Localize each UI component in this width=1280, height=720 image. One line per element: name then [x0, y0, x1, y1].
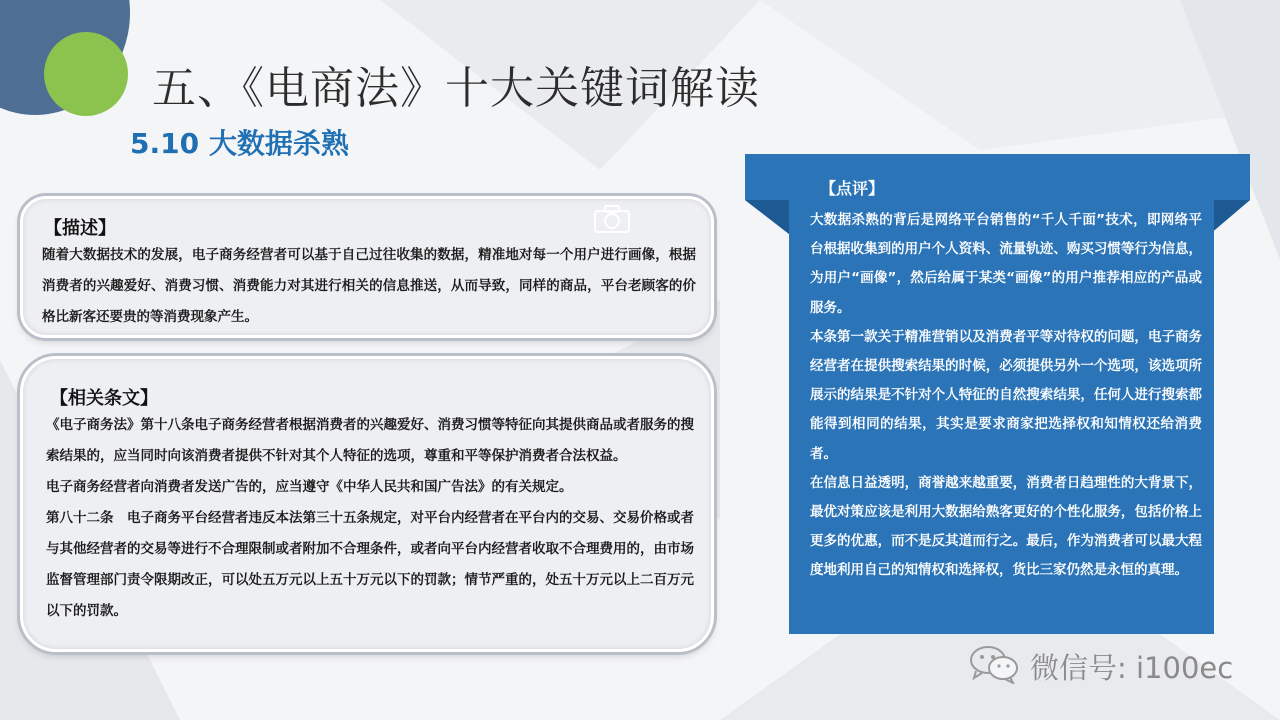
related-law-paragraph: 电子商务经营者向消费者发送广告的，应当遵守《中华人民共和国广告法》的有关规定。 [46, 479, 573, 495]
slide-subtitle: 5.10 大数据杀熟 [130, 127, 349, 160]
review-text [810, 206, 1202, 586]
corner-circle-green [44, 32, 128, 116]
review-paragraph: 大数据杀熟的背后是网络平台销售的“千人千面”技术，即网络平台根据收集到的用户个人资料、流量轨迹、购买习惯等行为信息，为用户“画像”，然后给属于某类“画像”的用户推荐相应的产品或服务。 [810, 212, 1202, 316]
description-heading: 【描述】 [44, 218, 116, 239]
review-paragraph: 本条第一款关于精准营销以及消费者平等对待权的问题，电子商务经营者在提供搜索结果的时候，必须提供另外一个选项，该选项所展示的结果是不针对个人特征的自然搜索结果，任何人进行搜索都能得到相同的结果，其实是要求商家把选择权和知情权还给消费者。 [810, 328, 1202, 462]
wechat-id-text: 微信号: i100ec [1030, 651, 1234, 685]
related-law-heading: 【相关条文】 [50, 388, 158, 409]
review-heading: 【点评】 [820, 179, 885, 198]
related-law-paragraph: 第八十二条 电子商务平台经营者违反本法第三十五条规定，对平台内经营者在平台内的交易、交易价格或者与其他经营者的交易等进行不合理限制或者附加不合理条件，或者向平台内经营者收取不合理费用的，由市场监督管理部门责令限期改正，可以处五万元以上五十万元以下的罚款；情节严重的，处五十万元以上二百万元以下的罚款。 [46, 510, 694, 619]
description-text: 随着大数据技术的发展，电子商务经营者可以基于自己过往收集的数据，精准地对每一个用户进行画像，根据消费者的兴趣爱好、消费习惯、消费能力对其进行相关的信息推送，从而导致，同样的商品，平台老顾客的价格比新客还要贵的等消费现象产生。 [42, 247, 696, 325]
slide-title: 五、《电商法》十大关键词解读 [152, 63, 760, 114]
review-paragraph: 在信息日益透明，商誉越来越重要，消费者日趋理性的大背景下，最优对策应该是利用大数据给熟客更好的个性化服务，包括价格上更多的优惠，而不是反其道而行之。最后，作为消费者可以最大程度地利用自己的知情权和选择权，货比三家仍然是永恒的真理。 [810, 474, 1202, 579]
wechat-icon [968, 644, 1020, 684]
related-law-paragraph: 《电子商务法》第十八条电子商务经营者根据消费者的兴趣爱好、消费习惯等特征向其提供商品或者服务的搜索结果的，应当同时向该消费者提供不针对其个人特征的选项，尊重和平等保护消费者合法权益。 [46, 417, 694, 464]
camera-icon [594, 205, 630, 233]
related-law-text [46, 410, 694, 627]
